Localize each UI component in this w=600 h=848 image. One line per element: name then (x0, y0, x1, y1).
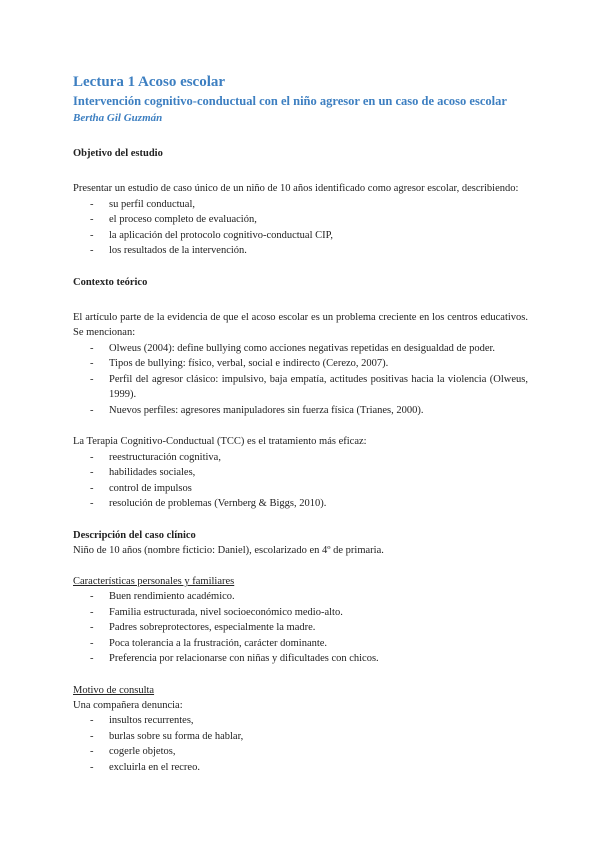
list-item: - Preferencia por relacionarse con niñas y dificultades con chicos. (73, 651, 528, 667)
tcc-intro: La Terapia Cognitivo-Conductual (TCC) es el tratamiento más eficaz: (73, 436, 367, 447)
section-heading-caso: Descripción del caso clínico (73, 529, 196, 541)
document-content (73, 72, 528, 775)
list-item: - excluirla en el recreo. (73, 760, 528, 776)
contexto-list (73, 341, 528, 419)
document-title: Lectura 1 Acoso escolar (73, 74, 226, 90)
list-item: - su perfil conductual, (73, 197, 528, 213)
list-item: - Buen rendimiento académico. (73, 589, 528, 605)
subsection-heading-motivo: Motivo de consulta (73, 684, 155, 696)
objetivo-list (73, 197, 528, 259)
list-item: - Olweus (2004): define bullying como acciones negativas repetidas en desigualdad de poder. (73, 341, 528, 357)
list-item: - Familia estructurada, nivel socioeconómico medio-alto. (73, 605, 528, 621)
motivo-list (73, 713, 528, 775)
list-item: - el proceso completo de evaluación, (73, 212, 528, 228)
list-item: - la aplicación del protocolo cognitivo-conductual CIP, (73, 228, 528, 244)
caracteristicas-list (73, 589, 528, 667)
list-item: - control de impulsos (73, 481, 528, 497)
list-item: - burlas sobre su forma de hablar, (73, 729, 528, 745)
list-item: - resolución de problemas (Vernberg & Biggs, 2010). (73, 496, 528, 512)
section-heading-contexto: Contexto teórico (73, 276, 148, 288)
list-item: - cogerle objetos, (73, 744, 528, 760)
caso-text: Niño de 10 años (nombre ficticio: Daniel), escolarizado en 4º de primaria. (73, 544, 384, 556)
list-item: - habilidades sociales, (73, 465, 528, 481)
list-item: - Poca tolerancia a la frustración, carácter dominante. (73, 636, 528, 652)
motivo-intro: Una compañera denuncia: (73, 699, 183, 711)
document-subtitle: Intervención cognitivo-conductual con el niño agresor en un caso de acoso escolar (73, 94, 507, 108)
list-item: - Tipos de bullying: físico, verbal, social e indirecto (Cerezo, 2007). (73, 356, 528, 372)
list-item: - los resultados de la intervención. (73, 243, 528, 259)
section-heading-objetivo: Objetivo del estudio (73, 148, 163, 159)
list-item: - Perfil del agresor clásico: impulsivo, baja empatía, actitudes positivas hacia la violencia (Olweus, 1999). (73, 372, 528, 403)
subsection-heading-caracteristicas: Características personales y familiares (73, 576, 235, 587)
objetivo-intro: Presentar un estudio de caso único de un niño de 10 años identificado como agresor escolar, describiendo: (73, 183, 519, 194)
contexto-intro: El artículo parte de la evidencia de que el acoso escolar es un problema creciente en los centros educativos. Se mencionan: (73, 311, 528, 338)
document-author: Bertha Gil Guzmán (73, 112, 163, 124)
list-item: - Nuevos perfiles: agresores manipuladores sin fuerza física (Trianes, 2000). (73, 403, 528, 419)
list-item: - insultos recurrentes, (73, 713, 528, 729)
list-item: - reestructuración cognitiva, (73, 450, 528, 466)
list-item: - Padres sobreprotectores, especialmente la madre. (73, 620, 528, 636)
tcc-list (73, 450, 528, 512)
